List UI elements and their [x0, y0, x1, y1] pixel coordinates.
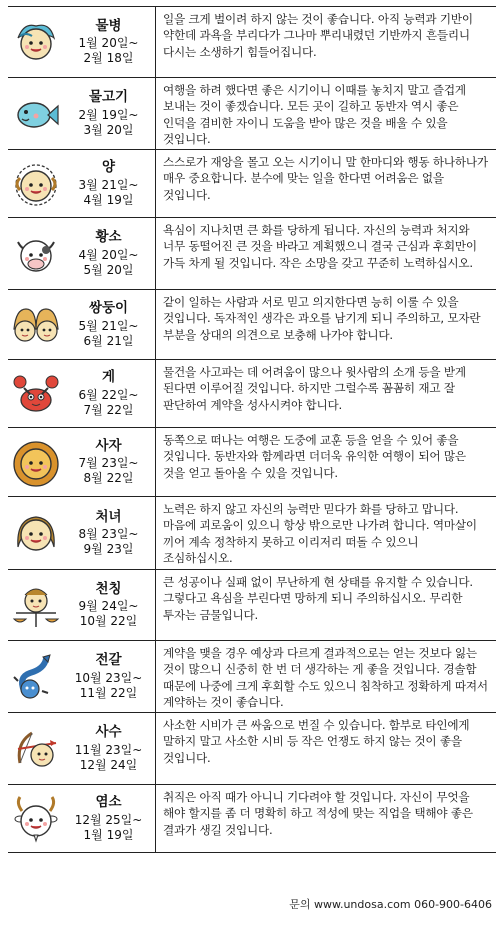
cancer-icon — [10, 368, 62, 420]
sign-header — [8, 7, 156, 77]
sign-name: 물병 — [95, 17, 122, 34]
sign-row — [8, 713, 496, 785]
sign-row — [8, 360, 496, 428]
scorpio-icon — [10, 651, 62, 703]
contact-footer: 문의 www.undosa.com 060-900-6406 — [289, 898, 492, 911]
sign-meta — [62, 159, 155, 208]
sign-meta — [62, 724, 155, 773]
sign-row — [8, 497, 496, 570]
sign-date-start: 5월 21일~ — [78, 318, 139, 333]
sign-date-end: 12월 24일 — [79, 757, 138, 772]
horoscope-table — [8, 6, 496, 853]
sign-header — [8, 360, 156, 427]
sign-date-end: 4월 19일 — [83, 192, 134, 207]
sign-date-end: 8월 22일 — [83, 471, 134, 486]
sign-name: 사수 — [95, 724, 122, 741]
sign-date-end: 5월 20일 — [83, 262, 134, 277]
sign-date-start: 3월 21일~ — [78, 177, 139, 192]
fortune-text: 사소한 시비가 큰 싸움으로 번질 수 있습니다. 함부로 타인에게 말하지 말고 사소한 시비 등 작은 언쟁도 하지 않는 것이 좋을 것입니다. — [163, 718, 470, 765]
sign-meta — [62, 89, 155, 138]
sign-date-start: 9월 24일~ — [78, 599, 139, 614]
sign-meta — [62, 794, 155, 843]
sign-row — [8, 78, 496, 150]
sign-meta — [62, 369, 155, 418]
sign-name: 염소 — [95, 794, 122, 811]
sign-row — [8, 428, 496, 497]
sign-header — [8, 428, 156, 496]
sign-date-start: 11월 23일~ — [74, 742, 143, 757]
sign-header — [8, 570, 156, 640]
sagittarius-icon — [10, 723, 62, 775]
leo-icon — [10, 436, 62, 488]
sign-header — [8, 78, 156, 149]
sign-date-end: 11월 22일 — [79, 685, 138, 700]
sign-name: 물고기 — [88, 89, 129, 106]
sign-date-start: 8월 23일~ — [78, 527, 139, 542]
fortune-text: 큰 성공이나 실패 없이 무난하게 현 상태를 유지할 수 있습니다. 그렇다고 욕심을 부린다면 망하게 되니 주의하십시오. 무리한 투자는 금물입니다. — [163, 575, 473, 622]
sign-header — [8, 218, 156, 289]
sign-row — [8, 290, 496, 360]
sign-date-start: 7월 23일~ — [78, 456, 139, 471]
sign-date-start: 6월 22일~ — [78, 387, 139, 402]
sign-row — [8, 150, 496, 218]
sign-row — [8, 641, 496, 713]
fortune-text: 여행을 하려 했다면 좋은 시기이니 이때를 놓치지 말고 즐겁게 보내는 것이 좋겠습니다. 모든 곳이 길하고 동반자 역시 좋은 인덕을 겸비한 자이니 도움을 받아 많은 것을 배울 수 있을 것입니다. — [163, 83, 466, 147]
aries-icon — [10, 158, 62, 210]
sign-date-start: 10월 23일~ — [74, 670, 143, 685]
sign-date-start: 12월 25일~ — [74, 812, 143, 827]
fortune-text: 물건을 사고파는 데 어려움이 많으나 윗사람의 소개 등을 받게 된다면 이루어질 것입니다. 하지만 그럴수록 꼼꼼히 재고 잘 판단하여 계약을 성사시켜야 합니다. — [163, 365, 466, 412]
sign-date-start: 4월 20일~ — [78, 247, 139, 262]
sign-date-start: 2월 19일~ — [78, 107, 139, 122]
pisces-icon — [10, 88, 62, 140]
sign-name: 사자 — [95, 437, 122, 454]
libra-icon — [10, 579, 62, 631]
sign-name: 처녀 — [95, 508, 122, 525]
fortune-text: 노력은 하지 않고 자신의 능력만 믿다가 화를 당하고 맙니다. 마음에 괴로움이 있으니 항상 밖으로만 나가려 합니다. 역마살이 끼어 계속 정착하지 못하고 이리저리 떠돌 수 있으니 조심하십시오. — [163, 502, 477, 566]
sign-meta — [62, 581, 155, 630]
sign-name: 전갈 — [95, 652, 122, 669]
sign-date-end: 2월 18일 — [83, 51, 134, 66]
sign-name: 쌍둥이 — [88, 300, 129, 317]
sign-name: 양 — [101, 159, 116, 176]
sign-header — [8, 150, 156, 217]
sign-meta — [62, 300, 155, 349]
sign-meta — [62, 509, 155, 558]
fortune-text: 취직은 아직 때가 아니니 기다려야 할 것입니다. 자신이 무엇을 해야 할지를 좀 더 명확히 하고 적성에 맞는 직업을 택해야 좋은 결과가 생길 것입니다. — [163, 790, 473, 837]
sign-date-end: 3월 20일 — [83, 122, 134, 137]
sign-header — [8, 497, 156, 569]
sign-row — [8, 785, 496, 853]
fortune-text: 일을 크게 벌이려 하지 않는 것이 좋습니다. 아직 능력과 기반이 약한데 과욕을 부리다가 그나마 뿌리내렸던 기반까지 흔들리니 다시는 소생하기 힘들어집니다. — [163, 12, 473, 59]
sign-header — [8, 785, 156, 852]
sign-name: 천칭 — [95, 580, 122, 597]
gemini-icon — [10, 299, 62, 351]
fortune-text: 같이 일하는 사람과 서로 믿고 의지한다면 능히 이룰 수 있을 것입니다. 독자적인 생각은 과오를 남기게 되니 주의하고, 모자란 부분을 상대의 의견으로 보충해 나가야 합니다. — [163, 295, 481, 342]
sign-date-end: 10월 22일 — [79, 614, 138, 629]
fortune-text: 동쪽으로 떠나는 여행은 도중에 교훈 등을 얻을 수 있어 좋을 것입니다. 동반자와 함께라면 더더욱 유익한 여행이 되어 많은 것을 얻고 돌아올 수 있을 것입니다. — [163, 433, 466, 480]
sign-row — [8, 7, 496, 78]
sign-meta — [62, 18, 155, 67]
sign-date-end: 7월 22일 — [83, 402, 134, 417]
sign-header — [8, 290, 156, 359]
aquarius-icon — [10, 16, 62, 68]
virgo-icon — [10, 507, 62, 559]
sign-header — [8, 641, 156, 712]
sign-meta — [62, 652, 155, 701]
sign-header — [8, 713, 156, 784]
sign-date-end: 1월 19일 — [83, 827, 134, 842]
sign-meta — [62, 438, 155, 487]
fortune-text: 스스로가 재앙을 몰고 오는 시기이니 말 한마디와 행동 하나하나가 매우 중요합니다. 분수에 맞는 일을 한다면 어려움은 없을 것입니다. — [163, 155, 488, 202]
fortune-text: 욕심이 지나치면 큰 화를 당하게 됩니다. 자신의 능력과 처지와 너무 동떨어진 큰 것을 바라고 계획했으니 결국 근심과 후회만이 가득 차게 될 것입니다. 작은 소망을 갖고 꾸준히 노력하십시오. — [163, 223, 477, 270]
fortune-text: 계약을 맺을 경우 예상과 다르게 결과적으로는 얻는 것보다 잃는 것이 많으니 신중히 한 번 더 생각하는 게 좋을 것입니다. 경솔함 때문에 나중에 크게 후회할 수도 있으니 침착하고 정확하게 따져서 계약하는 것이 좋습니다. — [163, 646, 488, 710]
sign-row — [8, 218, 496, 290]
sign-name: 황소 — [95, 229, 122, 246]
taurus-icon — [10, 228, 62, 280]
sign-meta — [62, 229, 155, 278]
sign-date-end: 9월 23일 — [83, 542, 134, 557]
sign-date-end: 6월 21일 — [83, 333, 134, 348]
sign-row — [8, 570, 496, 641]
capricorn-icon — [10, 793, 62, 845]
sign-date-start: 1월 20일~ — [78, 36, 139, 51]
sign-name: 게 — [101, 369, 116, 386]
